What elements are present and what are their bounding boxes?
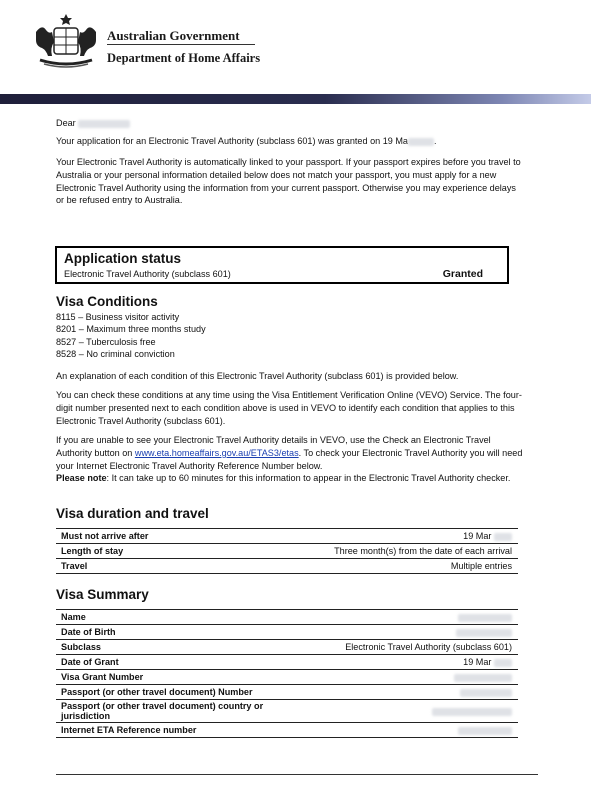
grant-text: Your application for an Electronic Travel Authority (subclass 601) was granted on 19 Ma — [56, 136, 408, 146]
redacted-value — [460, 689, 512, 697]
table-row — [56, 685, 518, 700]
redacted-value — [458, 614, 512, 622]
linked-paragraph: Your Electronic Travel Authority is automatically linked to your passport. If your passport expires before you travel to Australia or your personal information detailed below does not match your passport, you must apply for a new Electronic Travel Authority using the information from your current passport. Otherwise you may experience delays or be refused entry to Australia. — [56, 157, 521, 206]
row-value — [297, 655, 518, 670]
table-row — [56, 625, 518, 640]
row-value — [297, 610, 518, 625]
row-value: Multiple entries — [214, 559, 518, 574]
application-status-box — [55, 246, 509, 284]
table-row — [56, 544, 518, 559]
row-value: Electronic Travel Authority (subclass 601) — [297, 640, 518, 655]
visa-summary-heading: Visa Summary — [56, 587, 149, 602]
redacted-name — [78, 120, 130, 128]
row-value — [297, 625, 518, 640]
check-text-after: . To check your Electronic Travel Authority you will need your Internet Electronic Travel Authority Reference Number below. — [56, 447, 523, 471]
status-description: Electronic Travel Authority (subclass 601) — [64, 269, 231, 279]
row-label: Must not arrive after — [56, 529, 214, 544]
note-text: : It can take up to 60 minutes for this information to appear in the Electronic Travel Authority checker. — [106, 473, 511, 484]
row-value: Three month(s) from the date of each arrival — [214, 544, 518, 559]
row-label: Passport (or other travel document) country or jurisdiction — [56, 700, 297, 723]
row-label: Date of Birth — [56, 625, 297, 640]
visa-duration-table — [56, 528, 518, 574]
redacted-year — [494, 659, 512, 667]
row-value-text: 19 Mar — [463, 657, 492, 667]
row-value — [297, 723, 518, 738]
table-row — [56, 655, 518, 670]
header-divider — [107, 44, 255, 45]
row-label: Length of stay — [56, 544, 214, 559]
explanation-paragraph: An explanation of each condition of this Electronic Travel Authority (subclass 601) is provided below. — [56, 371, 459, 381]
redacted-value — [456, 629, 512, 637]
condition-item: 8115 – Business visitor activity — [56, 312, 180, 322]
row-label: Name — [56, 610, 297, 625]
row-value — [297, 685, 518, 700]
note-label: Please note — [56, 473, 107, 484]
row-label: Internet ETA Reference number — [56, 723, 297, 738]
coat-of-arms-logo — [30, 12, 102, 72]
greeting-line — [56, 117, 526, 130]
redacted-value — [432, 708, 512, 716]
row-value — [214, 529, 518, 544]
row-value — [297, 670, 518, 685]
row-label: Date of Grant — [56, 655, 297, 670]
row-label: Visa Grant Number — [56, 670, 297, 685]
row-label: Subclass — [56, 640, 297, 655]
visa-duration-heading: Visa duration and travel — [56, 506, 209, 521]
table-row — [56, 640, 518, 655]
table-row — [56, 559, 518, 574]
status-badge: Granted — [442, 268, 483, 280]
header-band — [0, 94, 591, 104]
status-title: Application status — [64, 251, 182, 266]
table-row — [56, 529, 518, 544]
redacted-year — [494, 533, 512, 541]
footer-divider — [56, 774, 538, 775]
row-label: Travel — [56, 559, 214, 574]
check-paragraph — [56, 434, 526, 485]
redacted-value — [458, 727, 512, 735]
row-label: Passport (or other travel document) Number — [56, 685, 297, 700]
row-value-text: 19 Mar — [463, 531, 492, 541]
redacted-value — [454, 674, 512, 682]
condition-item: 8527 – Tuberculosis free — [56, 336, 156, 347]
table-row — [56, 670, 518, 685]
visa-conditions-heading: Visa Conditions — [56, 294, 158, 309]
table-row — [56, 610, 518, 625]
table-row — [56, 700, 518, 723]
visa-summary-table — [56, 609, 518, 738]
org-name-line2: Department of Home Affairs — [107, 51, 261, 65]
org-name-line1: Australian Government — [107, 28, 240, 43]
table-row — [56, 723, 518, 738]
condition-item: 8201 – Maximum three months study — [56, 324, 206, 335]
greeting: Dear — [56, 118, 76, 128]
vevo-paragraph: You can check these conditions at any time using the Visa Entitlement Verification Online (VEVO) Service. The four-digit number presented next to each condition above is used in VEVO to identify each condition that applies to this Electronic Travel Authority (subclass 601). — [56, 390, 522, 426]
redacted-year — [408, 138, 434, 146]
condition-item: 8528 – No criminal conviction — [56, 349, 175, 360]
row-value — [297, 700, 518, 723]
eta-check-link[interactable]: www.eta.homeaffairs.gov.au/ETAS3/etas — [134, 447, 299, 458]
grant-paragraph: Your application for an Electronic Travel Authority (subclass 601) was granted on 19 Ma . — [56, 136, 437, 146]
check-text-before: If you are unable to see your Electronic Travel Authority details in VEVO, use the Check an Electronic Travel Authority button on — [56, 435, 491, 458]
conditions-list — [56, 311, 206, 361]
